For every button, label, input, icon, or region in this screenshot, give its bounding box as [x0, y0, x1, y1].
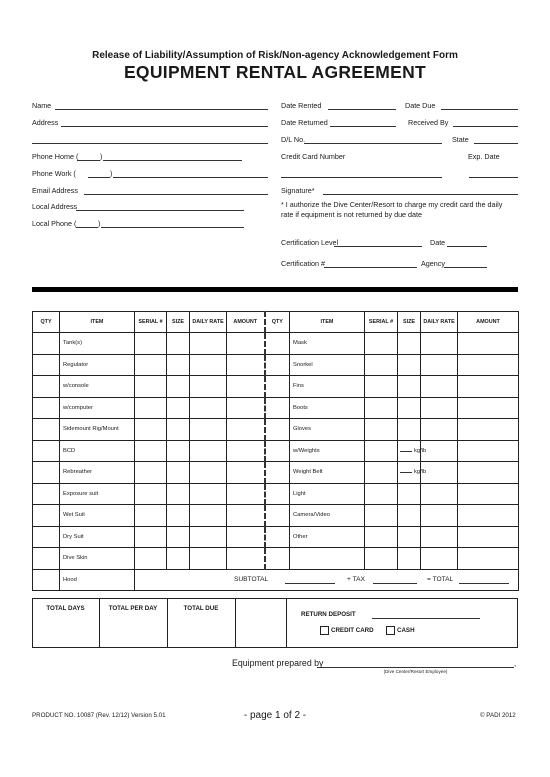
serial-cell[interactable]	[135, 548, 167, 570]
qty-cell[interactable]	[265, 333, 290, 355]
prepared-by-label: Equipment prepared by	[232, 658, 324, 668]
form-subtitle: Release of Liability/Assumption of Risk/Non-agency Acknowledgement Form	[92, 50, 458, 61]
size-cell[interactable]	[167, 419, 190, 441]
subtotal-row	[135, 569, 519, 591]
item-label: BCD	[63, 447, 76, 454]
daily-rate-cell[interactable]	[190, 440, 227, 462]
daily-rate-cell[interactable]	[421, 376, 458, 398]
table-row	[33, 483, 519, 505]
serial-cell[interactable]	[365, 526, 398, 548]
item-cell	[290, 483, 365, 505]
serial-cell[interactable]	[135, 376, 167, 398]
page-indicator: - page 1 of 2 -	[243, 710, 307, 721]
email-field[interactable]	[84, 194, 268, 195]
prepared-by-field[interactable]	[317, 667, 514, 668]
item-cell	[60, 419, 135, 441]
total-per-day-label: TOTAL PER DAY	[108, 605, 158, 612]
amount-cell[interactable]	[227, 354, 265, 376]
cert-level-label: Certification Level	[281, 238, 339, 247]
product-number: PRODUCT NO. 10087 (Rev. 12/12) Version 5.01	[32, 712, 166, 719]
rental-table	[32, 311, 519, 591]
amount-cell[interactable]	[227, 440, 265, 462]
size-cell[interactable]	[398, 354, 421, 376]
daily-rate-cell[interactable]	[190, 333, 227, 355]
size-cell[interactable]	[167, 354, 190, 376]
qty-cell[interactable]	[33, 440, 60, 462]
item-cell	[290, 462, 365, 484]
date-returned-field[interactable]	[330, 126, 396, 127]
col-header: QTY	[265, 312, 290, 333]
size-cell[interactable]	[398, 505, 421, 527]
size-cell[interactable]	[167, 440, 190, 462]
daily-rate-cell[interactable]	[421, 397, 458, 419]
item-label: Mask	[293, 340, 307, 347]
item-label: Hood	[63, 576, 77, 583]
size-cell[interactable]	[398, 526, 421, 548]
daily-rate-cell[interactable]	[421, 505, 458, 527]
credit-card-checkbox[interactable]	[320, 626, 329, 635]
daily-rate-cell[interactable]	[421, 526, 458, 548]
signature-label: Signature*	[281, 186, 315, 195]
size-cell[interactable]	[167, 462, 190, 484]
qty-cell[interactable]	[33, 569, 60, 591]
qty-cell[interactable]	[265, 376, 290, 398]
item-cell	[60, 440, 135, 462]
serial-cell[interactable]	[365, 505, 398, 527]
serial-cell[interactable]	[365, 397, 398, 419]
kg-lb-unit	[400, 469, 427, 476]
amount-cell[interactable]	[458, 462, 519, 484]
amount-cell[interactable]	[227, 376, 265, 398]
size-cell[interactable]	[398, 333, 421, 355]
cash-option[interactable]	[386, 626, 415, 635]
total-label: = TOTAL	[427, 575, 454, 583]
daily-rate-cell[interactable]	[421, 333, 458, 355]
amount-cell[interactable]	[458, 526, 519, 548]
totals-divider	[235, 598, 236, 648]
serial-cell[interactable]	[365, 376, 398, 398]
item-label: Sidemount Rig/Mount	[63, 426, 119, 433]
item-label: w/Weights	[293, 447, 320, 454]
qty-cell[interactable]	[265, 462, 290, 484]
item-label: Regulator	[63, 361, 89, 368]
table-header-row	[33, 312, 519, 333]
prepared-by-caption: (Dive Center/Resort Employee)	[383, 669, 448, 674]
kg-lb-label: kg/lb	[414, 469, 427, 476]
amount-cell[interactable]	[458, 440, 519, 462]
col-header: ITEM	[60, 312, 135, 333]
local-phone-field[interactable]	[101, 227, 244, 228]
table-row	[33, 462, 519, 484]
address-label: Address	[32, 118, 59, 127]
col-header: SERIAL #	[365, 312, 398, 333]
kg-lb-label: kg/lb	[414, 447, 427, 454]
daily-rate-cell[interactable]	[190, 419, 227, 441]
date-due-label: Date Due	[405, 101, 436, 110]
daily-rate-cell[interactable]	[190, 505, 227, 527]
qty-cell[interactable]	[265, 397, 290, 419]
serial-cell[interactable]	[135, 354, 167, 376]
serial-cell[interactable]	[365, 419, 398, 441]
item-label: w/console	[63, 383, 89, 390]
qty-cell[interactable]	[33, 354, 60, 376]
amount-cell[interactable]	[227, 462, 265, 484]
date-rented-field[interactable]	[328, 109, 396, 110]
serial-cell[interactable]	[135, 440, 167, 462]
phone-work-label: Phone Work (	[32, 169, 76, 178]
serial-cell[interactable]	[365, 354, 398, 376]
item-label: w/computer	[63, 404, 93, 411]
prepared-by-comma: ,	[514, 659, 517, 668]
item-cell	[290, 397, 365, 419]
weight-blank[interactable]	[400, 472, 412, 473]
amount-cell[interactable]	[458, 333, 519, 355]
phone-home-label: Phone Home (	[32, 152, 79, 161]
daily-rate-cell[interactable]	[421, 419, 458, 441]
table-row	[33, 376, 519, 398]
credit-card-option[interactable]	[320, 626, 374, 635]
serial-cell[interactable]	[135, 505, 167, 527]
total-days-label: TOTAL DAYS	[46, 605, 85, 612]
weight-blank[interactable]	[400, 451, 412, 452]
qty-cell[interactable]	[265, 440, 290, 462]
size-cell[interactable]	[167, 483, 190, 505]
phone-home-area-code[interactable]	[77, 160, 100, 161]
size-cell[interactable]	[398, 462, 427, 484]
item-label: Boots	[293, 404, 308, 411]
item-cell	[60, 526, 135, 548]
qty-cell[interactable]	[33, 526, 60, 548]
local-phone-area-code[interactable]	[76, 227, 98, 228]
table-row	[33, 419, 519, 441]
form-title: EQUIPMENT RENTAL AGREEMENT	[123, 62, 427, 82]
received-by-label: Received By	[408, 118, 449, 127]
name-label: Name	[32, 101, 52, 110]
size-cell[interactable]	[398, 419, 421, 441]
cert-no-field[interactable]	[324, 267, 417, 268]
empty-cell	[365, 548, 398, 570]
credit-card-field[interactable]	[281, 177, 442, 178]
empty-cell	[458, 548, 519, 570]
credit-card-option-label: CREDIT CARD	[331, 627, 374, 635]
daily-rate-cell[interactable]	[421, 354, 458, 376]
qty-cell[interactable]	[33, 397, 60, 419]
amount-cell[interactable]	[227, 483, 265, 505]
amount-cell[interactable]	[458, 483, 519, 505]
item-cell	[60, 354, 135, 376]
table-row	[33, 354, 519, 376]
serial-cell[interactable]	[135, 397, 167, 419]
daily-rate-cell[interactable]	[421, 483, 458, 505]
col-header: DAILY RATE	[190, 312, 227, 333]
col-header: SERIAL #	[135, 312, 167, 333]
table-row	[33, 333, 519, 355]
size-cell[interactable]	[167, 376, 190, 398]
item-label: Gloves	[293, 426, 312, 433]
local-phone-label: Local Phone (	[32, 219, 77, 228]
empty-cell	[265, 548, 290, 570]
col-header: AMOUNT	[458, 312, 519, 333]
received-by-field[interactable]	[453, 126, 518, 127]
date-due-field[interactable]	[441, 109, 518, 110]
total-field[interactable]	[459, 583, 509, 584]
authorization-note: * I authorize the Dive Center/Resort to charge my credit card the daily rate if equipment is not returned by due date	[281, 200, 503, 219]
state-label: State	[452, 135, 469, 144]
item-cell	[290, 419, 365, 441]
size-cell[interactable]	[398, 483, 421, 505]
copyright: © PADI 2012	[480, 712, 516, 719]
col-header: AMOUNT	[227, 312, 265, 333]
qty-cell[interactable]	[265, 354, 290, 376]
qty-cell[interactable]	[33, 483, 60, 505]
amount-cell[interactable]	[227, 526, 265, 548]
cash-option-label: CASH	[397, 627, 415, 635]
item-cell	[60, 333, 135, 355]
state-field[interactable]	[474, 143, 518, 144]
amount-cell[interactable]	[458, 419, 519, 441]
size-cell[interactable]	[398, 440, 427, 462]
dl-no-label: D/L No.	[281, 135, 306, 144]
table-row	[33, 505, 519, 527]
totals-divider	[286, 598, 287, 648]
daily-rate-cell[interactable]	[190, 354, 227, 376]
serial-cell[interactable]	[365, 440, 398, 462]
size-cell[interactable]	[167, 505, 190, 527]
amount-cell[interactable]	[458, 505, 519, 527]
empty-cell	[421, 548, 458, 570]
amount-cell[interactable]	[227, 419, 265, 441]
daily-rate-cell[interactable]	[190, 397, 227, 419]
serial-cell[interactable]	[135, 483, 167, 505]
phone-work-area-code[interactable]	[88, 177, 110, 178]
table-row	[33, 397, 519, 419]
table-row	[33, 526, 519, 548]
serial-cell[interactable]	[135, 526, 167, 548]
date-returned-label: Date Returned	[281, 118, 328, 127]
tax-field[interactable]	[373, 583, 417, 584]
col-header: DAILY RATE	[421, 312, 458, 333]
table-row	[33, 440, 519, 462]
item-cell	[60, 376, 135, 398]
daily-rate-cell[interactable]	[190, 483, 227, 505]
item-label: Camera/Video	[293, 512, 330, 519]
section-divider	[32, 287, 518, 292]
exp-date-label: Exp. Date	[468, 152, 500, 161]
cert-level-field[interactable]	[334, 246, 422, 247]
col-header: QTY	[33, 312, 60, 333]
agency-field[interactable]	[444, 267, 487, 268]
total-due-label: TOTAL DUE	[183, 605, 219, 612]
size-cell[interactable]	[398, 397, 421, 419]
qty-cell[interactable]	[265, 505, 290, 527]
amount-cell[interactable]	[227, 548, 265, 570]
serial-cell[interactable]	[135, 419, 167, 441]
phone-work-field[interactable]	[113, 177, 268, 178]
item-cell	[60, 505, 135, 527]
qty-cell[interactable]	[33, 548, 60, 570]
return-deposit-label: RETURN DEPOSIT	[301, 611, 356, 618]
return-deposit-field[interactable]	[372, 618, 480, 619]
daily-rate-cell[interactable]	[190, 526, 227, 548]
qty-cell[interactable]	[33, 419, 60, 441]
serial-cell[interactable]	[365, 333, 398, 355]
serial-cell[interactable]	[365, 483, 398, 505]
item-label: Fins	[293, 383, 304, 390]
empty-cell	[398, 548, 421, 570]
email-label: Email Address	[32, 186, 78, 195]
qty-cell[interactable]	[265, 526, 290, 548]
item-cell	[290, 354, 365, 376]
item-label: Wet Suit	[63, 512, 85, 519]
item-label: Dry Suit	[63, 533, 84, 540]
exp-date-field[interactable]	[469, 177, 518, 178]
item-cell	[60, 462, 135, 484]
signature-field[interactable]	[323, 194, 518, 195]
local-address-label: Local Address	[32, 202, 78, 211]
size-cell[interactable]	[167, 526, 190, 548]
amount-cell[interactable]	[227, 505, 265, 527]
col-header: SIZE	[167, 312, 190, 333]
qty-cell[interactable]	[33, 333, 60, 355]
item-cell	[290, 440, 365, 462]
empty-cell	[290, 548, 365, 570]
cert-date-field[interactable]	[447, 246, 487, 247]
credit-card-label: Credit Card Number	[281, 152, 346, 161]
qty-cell[interactable]	[265, 419, 290, 441]
qty-cell[interactable]	[33, 376, 60, 398]
daily-rate-cell[interactable]	[190, 376, 227, 398]
kg-lb-unit	[400, 447, 427, 454]
amount-cell[interactable]	[227, 333, 265, 355]
item-label: Dive Skin	[63, 555, 88, 562]
serial-cell[interactable]	[135, 462, 167, 484]
tax-label: + TAX	[347, 575, 365, 583]
name-field[interactable]	[55, 109, 268, 110]
subtotal-label: SUBTOTAL	[234, 575, 269, 583]
date-rented-label: Date Rented	[281, 101, 322, 110]
item-cell	[290, 526, 365, 548]
item-cell	[290, 505, 365, 527]
item-label: Exposure suit	[63, 490, 99, 497]
item-cell	[290, 333, 365, 355]
subtotal-field[interactable]	[285, 583, 335, 584]
size-cell[interactable]	[167, 333, 190, 355]
daily-rate-cell[interactable]	[190, 548, 227, 570]
amount-cell[interactable]	[458, 376, 519, 398]
item-cell	[60, 548, 135, 570]
serial-cell[interactable]	[365, 462, 398, 484]
item-label: Light	[293, 490, 306, 497]
size-cell[interactable]	[398, 376, 421, 398]
item-label: Rebreather	[63, 469, 93, 476]
cert-no-label: Certification #	[281, 259, 325, 268]
cash-checkbox[interactable]	[386, 626, 395, 635]
item-cell	[60, 569, 135, 591]
item-label: Tank(s)	[63, 340, 83, 347]
table-row	[33, 548, 519, 570]
address-field[interactable]	[61, 126, 268, 127]
col-header: ITEM	[290, 312, 365, 333]
cert-date-label: Date	[430, 238, 446, 247]
amount-cell[interactable]	[227, 397, 265, 419]
amount-cell[interactable]	[458, 397, 519, 419]
item-label: Weight Belt	[293, 469, 323, 476]
qty-cell[interactable]	[33, 462, 60, 484]
qty-cell[interactable]	[33, 505, 60, 527]
phone-home-field[interactable]	[103, 160, 242, 161]
item-cell	[290, 376, 365, 398]
item-label: Snorkel	[293, 361, 313, 368]
amount-cell[interactable]	[458, 354, 519, 376]
local-address-field[interactable]	[76, 210, 244, 211]
qty-cell[interactable]	[265, 483, 290, 505]
dl-no-field[interactable]	[304, 143, 442, 144]
serial-cell[interactable]	[135, 333, 167, 355]
size-cell[interactable]	[167, 397, 190, 419]
daily-rate-cell[interactable]	[190, 462, 227, 484]
item-cell	[60, 397, 135, 419]
agency-label: Agency	[421, 259, 445, 268]
col-header: SIZE	[398, 312, 421, 333]
table-row	[33, 569, 519, 591]
item-label: Other	[293, 533, 308, 540]
address-field-line2[interactable]	[32, 143, 268, 144]
size-cell[interactable]	[167, 548, 190, 570]
item-cell	[60, 483, 135, 505]
